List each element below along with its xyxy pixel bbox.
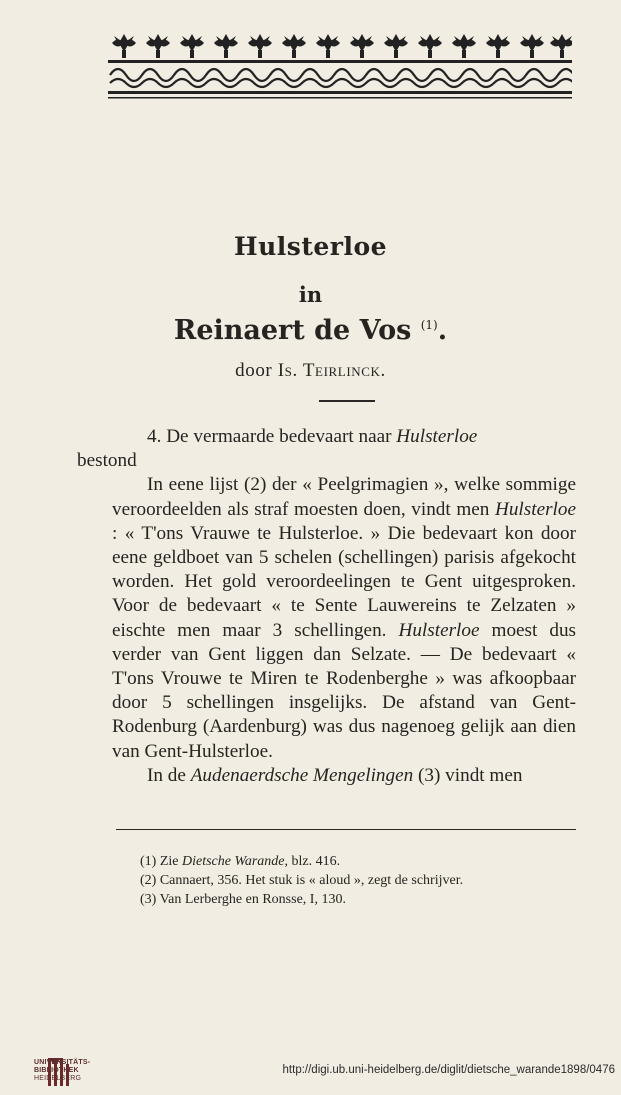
footnote-text: Cannaert, 356. Het stuk is « aloud », zegt de schrijver. <box>159 873 464 888</box>
section-number: 4. <box>147 426 162 447</box>
paragraph-text: : « T'ons Vrauwe te Hulsterloe. » Die bedevaart kon door eene geldboet van 5 schelen (schellingen) parisis afgekocht worden. Het gold veroordeelingen te Gent uitgesproken. Voor de bedevaart « te Sente Lauwereins te Zelzaten » eischte men maar 3 schellingen. <box>112 522 576 641</box>
article-title: Hulsterloe <box>233 232 388 261</box>
footnote-divider <box>116 829 576 830</box>
paragraph <box>112 764 576 788</box>
paragraph-text: (3) vindt men <box>418 764 523 786</box>
italic-term: Hulsterloe <box>396 426 478 447</box>
footnote-text: Zie <box>159 854 179 869</box>
footnote <box>140 890 570 909</box>
footnote <box>140 852 570 871</box>
subtitle-text: Reinaert de Vos <box>173 315 412 346</box>
paragraph-text: moest dus verder van Gent liggen dan Selzate. — De bedevaart « T'ons Vrouwe te Miren te Rodenberghe » was afkoopbaar door 5 schellingen insgelijks. De afstand van Gent-Rodenburg (Aardenburg) was dus nagenoeg gelijk aan dien van Gent-Hulsterloe. <box>112 619 577 762</box>
paragraph <box>112 473 576 763</box>
italic-term: Hulsterloe <box>494 498 576 520</box>
footnotes <box>140 852 570 909</box>
article-subtitle: Reinaert de Vos $^{(1)}$. <box>173 315 448 346</box>
footnote-mark: (1) <box>420 318 438 332</box>
italic-term: Hulsterloe <box>398 619 480 641</box>
footnote <box>140 871 570 890</box>
library-line: HEIDELBERG <box>34 1075 82 1082</box>
library-line: UNIVERSITÄTS- <box>34 1059 91 1066</box>
source-url-link[interactable]: http://digi.ub.uni-heidelberg.de/diglit/dietsche_warande1898/0476 <box>282 1064 615 1076</box>
library-line: BIBLIOTHEK <box>34 1067 79 1074</box>
author-name: Is. Teirlinck. <box>277 360 386 381</box>
decorative-header-ornament-icon <box>108 30 572 100</box>
footnote-number: (2) <box>140 873 157 888</box>
author-line <box>0 360 621 382</box>
paragraph-text: In eene lijst (2) der « Peelgrimagien », welke sommige veroordeelden als straf moesten doen, vindt men <box>112 474 576 520</box>
author-prefix: door <box>235 360 273 381</box>
footnote-number: (1) <box>140 854 157 869</box>
footnote-italic: Dietsche Warande <box>181 854 285 869</box>
paragraph-text: In de <box>147 764 186 786</box>
paragraph <box>77 425 576 473</box>
footnote-text: , blz. 416. <box>284 854 341 869</box>
library-name <box>34 1059 90 1083</box>
paragraph-text: De vermaarde bedevaart naar <box>166 426 392 447</box>
article-body <box>77 425 577 788</box>
italic-term: Audenaerdsche Mengelingen <box>190 764 414 786</box>
title-divider <box>319 400 375 402</box>
footnote-text: Van Lerberghe en Ronsse, I, 130. <box>159 892 346 907</box>
paragraph-text: bestond <box>77 450 137 472</box>
title-connector: in <box>298 282 323 307</box>
footnote-number: (3) <box>140 892 157 907</box>
